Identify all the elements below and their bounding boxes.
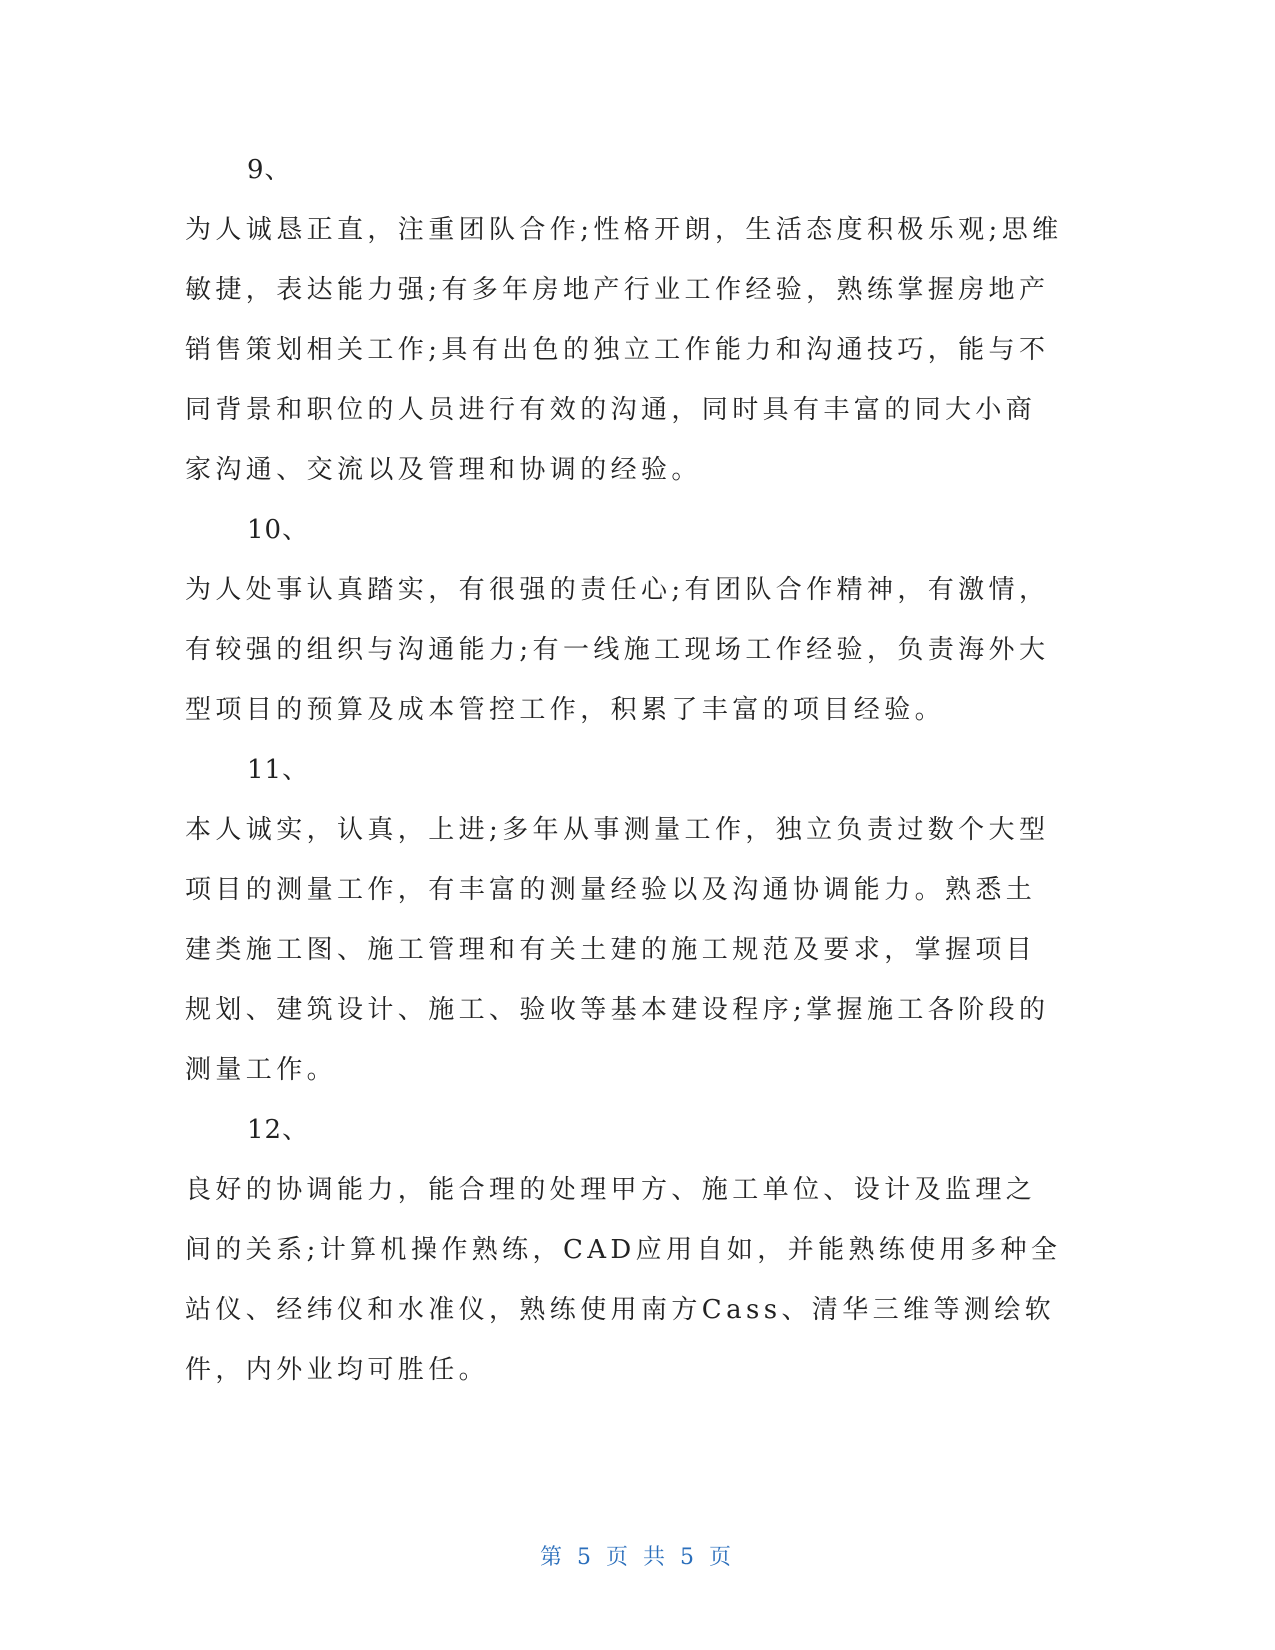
item-paragraph: 为人诚恳正直，注重团队合作;性格开朗，生活态度积极乐观;思维敏捷，表达能力强;有多年房地产行业工作经验，熟练掌握房地产销售策划相关工作;具有出色的独立工作能力和沟通技巧，能与不同背景和职位的人员进行有效的沟通，同时具有丰富的同大小商家沟通、交流以及管理和协调的经验。 <box>185 215 1063 485</box>
item-number: 9、 <box>247 155 292 185</box>
item-paragraph: 良好的协调能力，能合理的处理甲方、施工单位、设计及监理之间的关系;计算机操作熟练，CAD应用自如，并能熟练使用多种全站仪、经纬仪和水准仪，熟练使用南方Cass、清华三维等测绘软件，内外业均可胜任。 <box>185 1175 1062 1385</box>
document-body <box>185 140 1065 1400</box>
list-item <box>185 1100 1065 1400</box>
item-number: 11、 <box>247 755 310 785</box>
item-paragraph: 本人诚实，认真，上进;多年从事测量工作，独立负责过数个大型项目的测量工作，有丰富的测量经验以及沟通协调能力。熟悉土建类施工图、施工管理和有关土建的施工规范及要求，掌握项目规划、建筑设计、施工、验收等基本建设程序;掌握施工各阶段的测量工作。 <box>185 815 1050 1085</box>
item-paragraph: 为人处事认真踏实，有很强的责任心;有团队合作精神，有激情，有较强的组织与沟通能力;有一线施工现场工作经验，负责海外大型项目的预算及成本管控工作，积累了丰富的项目经验。 <box>185 575 1050 725</box>
list-item <box>185 140 1065 500</box>
item-number: 12、 <box>247 1115 310 1145</box>
page-footer: 第 5 页 共 5 页 <box>540 1545 735 1570</box>
list-item <box>185 740 1065 1100</box>
item-number: 10、 <box>247 515 310 545</box>
list-item <box>185 500 1065 740</box>
